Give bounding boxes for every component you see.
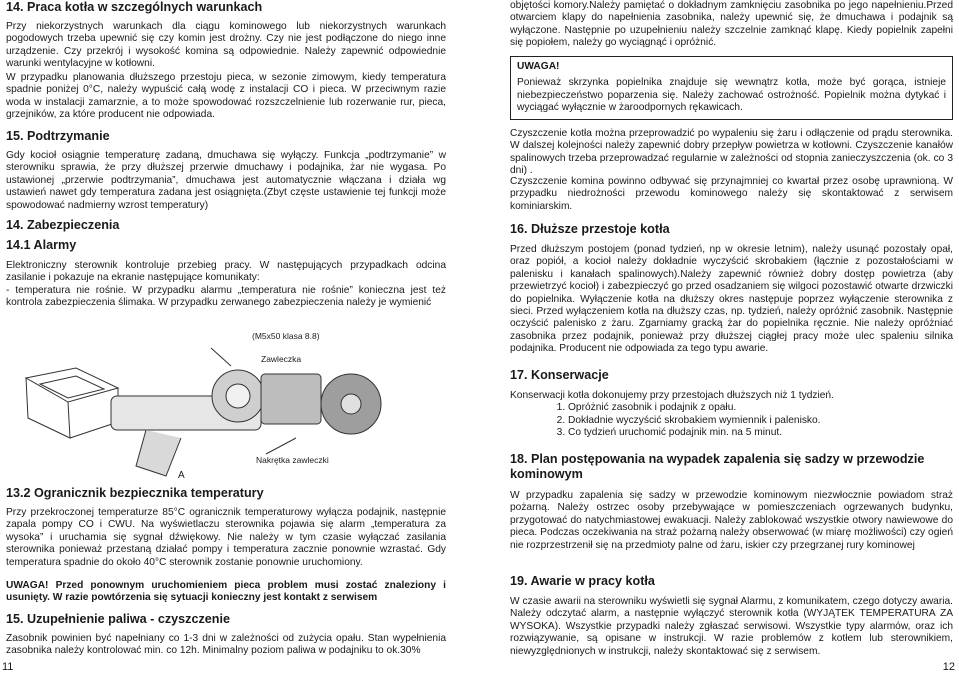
paragraph-downtime: W przypadku planowania dłuższego przestoju pieca, w sezonie zimowym, kiedy temperatura spadnie poniżej 0°C, należy wypuścić całą wodę z instalacji CO i pieca. W przeciwnym razie woda w instalacji zamarznie, a to może spowodować rozszczelnienie lub rozerwanie rur, pieca, grzejników, za które producent nie odpowiada. [6, 72, 446, 121]
right-column [510, 0, 953, 675]
list-item: 3. Co tydzień uruchomić podajnik min. na 5 minut. [568, 427, 953, 439]
section-title-16: 16. Dłuższe przestoje kotła [510, 222, 670, 236]
list-item: 1. Opróżnić zasobnik i podajnik z opału. [568, 402, 953, 414]
section-title-13-2: 13.2 Ogranicznik bezpiecznika temperatury [6, 486, 264, 500]
paragraph-failures: W czasie awarii na sterowniku wyświetli się sygnał Alarmu, z komunikatem, czego dotyczy awaria. Należy odczytać alarm, a następnie wyłączyć sterownik kotła (WYJĄTEK TEMPERATURA ZA WYSOKA). Wszystkie przypadki należy zgłaszać serwisowi. Wszystkie typy alarmów, oraz ich rozwiązywanie, są opisane w instrukcji. W razie problemów z kotłem lub sterownikiem, niewyzględnionych w instrukcji, należy skontaktować się z serwisem. [510, 596, 953, 657]
paragraph-alarm-temp: - temperatura nie rośnie. W przypadku alarmu „temperatura nie rośnie” konieczna jest też kontrola zabezpieczenia ślimaka. W przypadku zerwanego zabezpieczenia należy je wymienić [6, 285, 446, 309]
subsection-title-alarms: 14.1 Alarmy [6, 238, 77, 252]
section-title-14: 14. Praca kotła w szczególnych warunkach [6, 0, 263, 14]
marker-a: A [178, 470, 185, 481]
paragraph-maintenance: Konserwacji kotła dokonujemy przy przestojach dłuższych niż 1 tydzień. [510, 390, 834, 401]
gearbox [261, 374, 321, 424]
section-title-17: 17. Konserwacje [510, 368, 609, 382]
paragraph-fuel: Zasobnik powinien być napełniany co 1-3 dni w zależności od zużycia opału. Stan wypełnienia zasobnika należy kontrolować min. co 12h. Minimalny poziom paliwa w podajniku to ok.30% [6, 633, 446, 657]
hopper-side [26, 378, 70, 438]
section-title-14-safety: 14. Zabezpieczenia [6, 218, 120, 232]
section-title-15-fuel: 15. Uzupełnienie paliwa - czyszczenie [6, 612, 230, 626]
paragraph-long-downtime: Przed dłuższym postojem (ponad tydzień, np w okresie letnim), należy usunąć pozostały opał, oraz popiół, a kocioł należy dokładnie wyczyścić skrobakiem (łącznie z pozostałościami w palenisku i kanałach spalinowych).Należy zapewnić również dobry dostęp powietrza (aby przewietrzyć kocioł) i zabezpieczyć go przed osadzaniem się wilgoci pozostawić otwarte drzwiczki do popielnika. Wyłączenie kotła na dłuższy okres następuje poprzez wyłączenie sterownika z sieci. Przed wyłączeniem kotła na dłuższy czas, np. tydzień, należy opróżnić zasobnik. Następnie oczyścić palenisko z żaru. Zgarniamy gracką żar do popielnika ręcznie. Nie należy opróżniać zasobnika przez podajnik, ponieważ przy dłuższej ciągłej pracy może ulec spaleniu silnika podajnika. Producent nie odpowiada za tego typu awarie. [510, 244, 953, 355]
left-column [6, 0, 446, 675]
paragraph-cleaning: Czyszczenie kotła można przeprowadzić po wypaleniu się żaru i odłączenie od prądu sterownika. W dalszej kolejności należy zapewnić dobry przepływ powietrza w kotłowni. Czyszczenie kanałów spalinowych trzeba przeprowadzać regularnie w zależności od stopnia zanieczyszczenia (ok. co 3 dni) . [510, 128, 953, 177]
feeder-drawing [6, 326, 446, 488]
feeder-pin-figure [6, 326, 446, 488]
nut-label: Nakrętka zawleczki [256, 455, 329, 465]
paragraph-alarms: Elektroniczny sterownik kontroluje przebieg pracy. W następujących przypadkach odcina zasilanie i pokazuje na ekranie następujące komunikaty: [6, 260, 446, 284]
warning-ash-text: Ponieważ skrzynka popielnika znajduje się wewnątrz kotła, może być gorąca, istnieje niebezpieczeństwo poparzenia się. Należy zachować ostrożność. Popielnik można dytykać i wyciągać wyłącznie w żaroodpornych rękawicach. [517, 77, 946, 114]
paragraph-chimney-cleaning: Czyszczenie komina powinno odbywać się przynajmniej co kwartał przez osobę uprawnioną. W przypadku niedrożności przewodu kominowego należy się skontaktować z serwisem kominiarskim. [510, 176, 953, 212]
paragraph-chimney: Przy niekorzystnych warunkach dla ciągu kominowego lub niekorzystnych warunkach pogodowych trzeba upewnić się czy komin jest drożny. Czy nie jest podłączone do niego inne urządzenie. Czy przekrój i wysokość komina są odpowiednie. Należy zapewnić odpowiednie warunki wentylacyjne w kotłowni. [6, 21, 446, 70]
nut-leader [266, 438, 296, 454]
pin-label: Zawleczka [261, 354, 302, 364]
section-title-15: 15. Podtrzymanie [6, 129, 110, 143]
maintenance-list [510, 402, 953, 439]
warning-title: UWAGA! [517, 61, 560, 72]
page-number-left: 11 [2, 661, 14, 673]
paragraph-sustain: Gdy kocioł osiągnie temperaturę zadaną, dmuchawa się wyłączy. Funkcja „podtrzymanie” w sterowniku sprawia, że przy dłuższej przerwie dmuchawy i podajnika, żar nie wygasa. Po ustawionej „przerwie podtrzymania”, dmuchawa jest automatycznie włączana i działa wg ustawień nawet gdy temperatura zadana jest osiągnięta.(Zbyt częste ustawienie tej funkcji może spowodować nadmierny wzrost temperatury) [6, 150, 446, 211]
bolt-label: (M5x50 klasa 8.8) [252, 331, 320, 341]
paragraph-limiter: Przy przekroczonej temperaturze 85°C ogranicznik temperaturowy wyłącza podajnik, następnie zapala pompy CO i CWU. Na wyświetlaczu sterownika pojawia się alarm „temperatura za wysoka” i uruchamia się sygnał dźwiękowy. Nie należy w tym czasie wyłączać zasilania sterownika ponieważ przestaną działać pompy i temperatura zacznie ponownie wzrastać. Gdy temperatura spadnie do około 40°C sterownik zostanie ponownie uruchomiony. [6, 507, 446, 568]
paragraph-ash: objętości komory.Należy pamiętać o dokładnym zamknięciu zasobnika po jego napełnieniu.Przed otwarciem klapy do napełnienia zasobnika, należy upewnić się, że dmuchawa i podajnik są wyłączone. Następnie po uzupełnieniu należy szczelnie zamknąć klapę. Kiedy popielnik zapełni się popiołem, należy go wyciągnąć i opróżnić. [510, 0, 953, 49]
warning-box [510, 56, 953, 120]
paragraph-soot-fire: W przypadku zapalenia się sadzy w przewodzie kominowym niezwłocznie powiadom straż pożarną. Należy ostrzec osoby przebywające w pomieszczeniach ogrzewanych budynku, przygotować do natychmiastowej ewakuacji. Należy zablokować wszystkie otwory nawiewowe do pieca. Podczas oczekiwania na straż pożarną należy obserwować (w miarę możliwości) czy ogień nie rozprzestrzenił się na przedmioty palne od żaru, iskier czy przegrzanej rury kominowej [510, 490, 953, 551]
list-item: 2. Dokładnie wyczyścić skrobakiem wymiennik i palenisko. [568, 415, 953, 427]
support-leg [136, 430, 181, 476]
page-number-right: 12 [942, 661, 955, 673]
warning-restart: UWAGA! Przed ponownym uruchomieniem pieca problem musi zostać znaleziony i usunięty. W razie powtórzenia się sytuacji konieczny jest kontakt z serwisem [6, 580, 446, 604]
pin-leader [211, 348, 231, 366]
section-title-18: 18. Plan postępowania na wypadek zapalenia się sadzy w przewodzie kominowym [510, 452, 925, 481]
section-title-19: 19. Awarie w pracy kotła [510, 574, 655, 588]
